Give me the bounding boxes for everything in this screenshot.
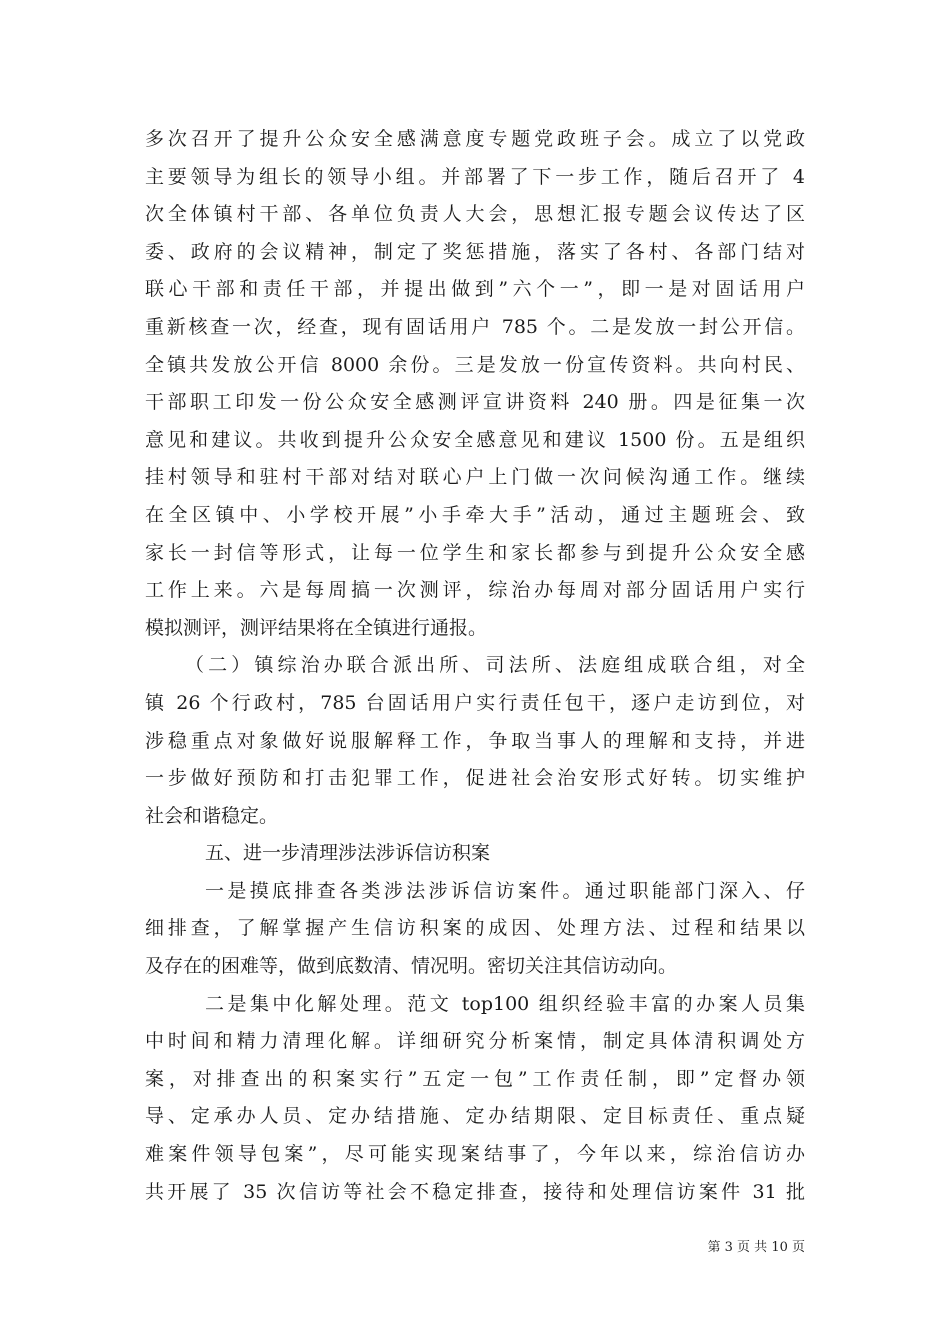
text-line: 家长一封信等形式，让每一位学生和家长都参与到提升公众安全感 — [145, 541, 805, 564]
paragraph-start-line: 二是集中化解处理。范文 top100 组织经验丰富的办案人员集 — [205, 992, 805, 1015]
text-line: 导、定承办人员、定办结措施、定办结期限、定目标责任、重点疑 — [145, 1105, 805, 1128]
text-line: 涉稳重点对象做好说服解释工作，争取当事人的理解和支持，并进 — [145, 729, 805, 752]
text-line: 联心干部和责任干部，并提出做到”六个一”，即一是对固话用户 — [145, 278, 805, 301]
text-line: 共开展了 35 次信访等社会不稳定排查，接待和处理信访案件 31 批 — [145, 1180, 805, 1203]
text-line: 重新核查一次，经查，现有固话用户 785 个。二是发放一封公开信。 — [145, 315, 805, 338]
section-heading: 五、进一步清理涉法涉诉信访积案 — [205, 842, 491, 865]
text-line: 干部职工印发一份公众安全感测评宣讲资料 240 册。四是征集一次 — [145, 391, 805, 414]
text-line: 中时间和精力清理化解。详细研究分析案情，制定具体清积调处方 — [145, 1030, 805, 1053]
document-body — [145, 121, 805, 1211]
text-line: 委、政府的会议精神，制定了奖惩措施，落实了各村、各部门结对 — [145, 240, 805, 263]
page-number: 第 3 页 共 10 页 — [707, 1240, 805, 1255]
text-line: 及存在的困难等，做到底数清、情况明。密切关注其信访动向。 — [145, 955, 678, 978]
text-line: 全镇共发放公开信 8000 余份。三是发放一份宣传资料。共向村民、 — [145, 353, 805, 376]
paragraph-start-line: （二）镇综治办联合派出所、司法所、法庭组成联合组，对全 — [185, 654, 805, 677]
text-line: 一步做好预防和打击犯罪工作，促进社会治安形式好转。切实维护 — [145, 767, 805, 790]
paragraph-start-line: 一是摸底排查各类涉法涉诉信访案件。通过职能部门深入、仔 — [205, 879, 805, 902]
text-line: 意见和建议。共收到提升公众安全感意见和建议 1500 份。五是组织 — [145, 428, 805, 451]
text-line: 细排查，了解掌握产生信访积案的成因、处理方法、过程和结果以 — [145, 917, 805, 940]
text-line: 案，对排查出的积案实行”五定一包”工作责任制，即”定督办领 — [145, 1067, 805, 1090]
text-line: 社会和谐稳定。 — [145, 804, 279, 827]
text-line: 在全区镇中、小学校开展”小手牵大手”活动，通过主题班会、致 — [145, 503, 805, 526]
text-line: 模拟测评，测评结果将在全镇进行通报。 — [145, 616, 488, 639]
text-line: 难案件领导包案”，尽可能实现案结事了，今年以来，综治信访办 — [145, 1143, 805, 1166]
text-line: 多次召开了提升公众安全感满意度专题党政班子会。成立了以党政 — [145, 128, 805, 150]
text-line: 次全体镇村干部、各单位负责人大会，思想汇报专题会议传达了区 — [145, 203, 805, 226]
text-line: 挂村领导和驻村干部对结对联心户上门做一次问候沟通工作。继续 — [145, 466, 805, 489]
text-line: 工作上来。六是每周搞一次测评，综治办每周对部分固话用户实行 — [145, 579, 805, 602]
text-line: 镇 26 个行政村，785 台固话用户实行责任包干，逐户走访到位，对 — [145, 691, 805, 714]
text-line: 主要领导为组长的领导小组。并部署了下一步工作，随后召开了 4 — [145, 165, 805, 188]
